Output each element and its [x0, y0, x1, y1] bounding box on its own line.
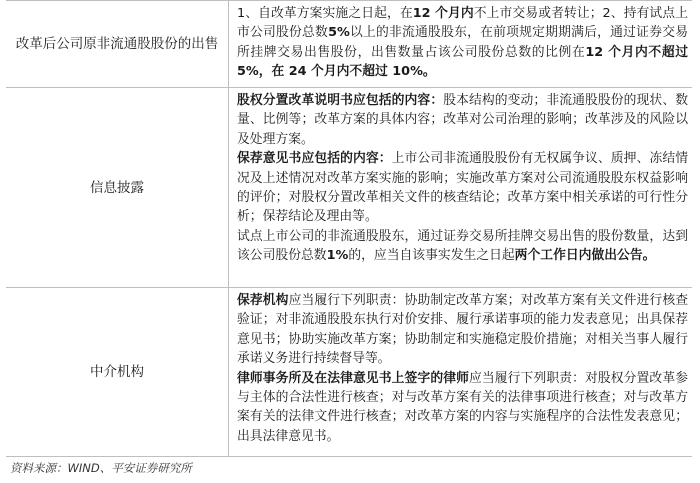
row-content-intermediaries	[228, 288, 692, 456]
share-sale-text: 1、自改革方案实施之日起，在12 个月内不上市交易或者转让；2、持有试点上市公司股份总数5%以上的非流通股股东，在前项规定期期满后，通过证券交易所挂牌交易出售股份，出售数量占该公司股份总数的比例在12 个月内不超过 5%，在 24 个月内不超过 10%。	[237, 6, 689, 80]
intermediaries-paragraph-1: 保荐机构应当履行下列职责：协助制定改革方案；对改革方案有关文件进行核查验证；对非流通股股东执行对价安排、履行承诺事项的能力发表意见；出具保荐意见书；协助实施改革方案；协助制定和实施稳定股价措施；对相关当事人履行承诺义务进行持续督导等。	[237, 293, 689, 367]
disclosure-paragraph-3: 试点上市公司的非流通股股东，通过证券交易所挂牌交易出售的股份数量，达到该公司股份总数1%的，应当自该事实发生之日起两个工作日内做出公告。	[237, 228, 688, 264]
table-row	[6, 0, 692, 88]
intermediaries-paragraph-2: 律师事务所及在法律意见书上签字的律师应当履行下列职责：对股权分置改革参与主体的合法性进行核查；对与改革方案有关的法律事项进行核查；对与改革方案有关的法律文件进行核查；对改革方案的内容与实施程序的合法性发表意见；出具法律意见书。	[237, 370, 689, 444]
table-row	[6, 88, 692, 288]
row-header-disclosure: 信息披露	[90, 179, 144, 196]
disclosure-paragraph-2: 保荐意见书应包括的内容：上市公司非流通股股份有无权属争议、质押、冻结情况及上述情况对改革方案实施的影响；实施改革方案对公司流通股股东权益影响的评价；对股权分置改革相关文件的核查结论；改革方案中相关承诺的可行性分析；保荐结论及理由等。	[237, 151, 689, 225]
row-content-disclosure	[228, 88, 692, 287]
row-header-share-sale: 改革后公司原非流通股股份的出售	[15, 36, 219, 52]
policy-table	[6, 0, 692, 457]
table-row	[6, 288, 692, 457]
row-content-share-sale	[228, 1, 692, 87]
disclosure-paragraph-1: 股权分置改革说明书应包括的内容：股本结构的变动；非流通股股份的现状、数量、比例等；改革方案的具体内容；改革对公司治理的影响；改革涉及的风险以及处理方案。	[237, 93, 689, 147]
source-note: 资料来源：WIND、平安证券研究所	[10, 461, 192, 475]
row-header-intermediaries: 中介机构	[90, 364, 144, 380]
